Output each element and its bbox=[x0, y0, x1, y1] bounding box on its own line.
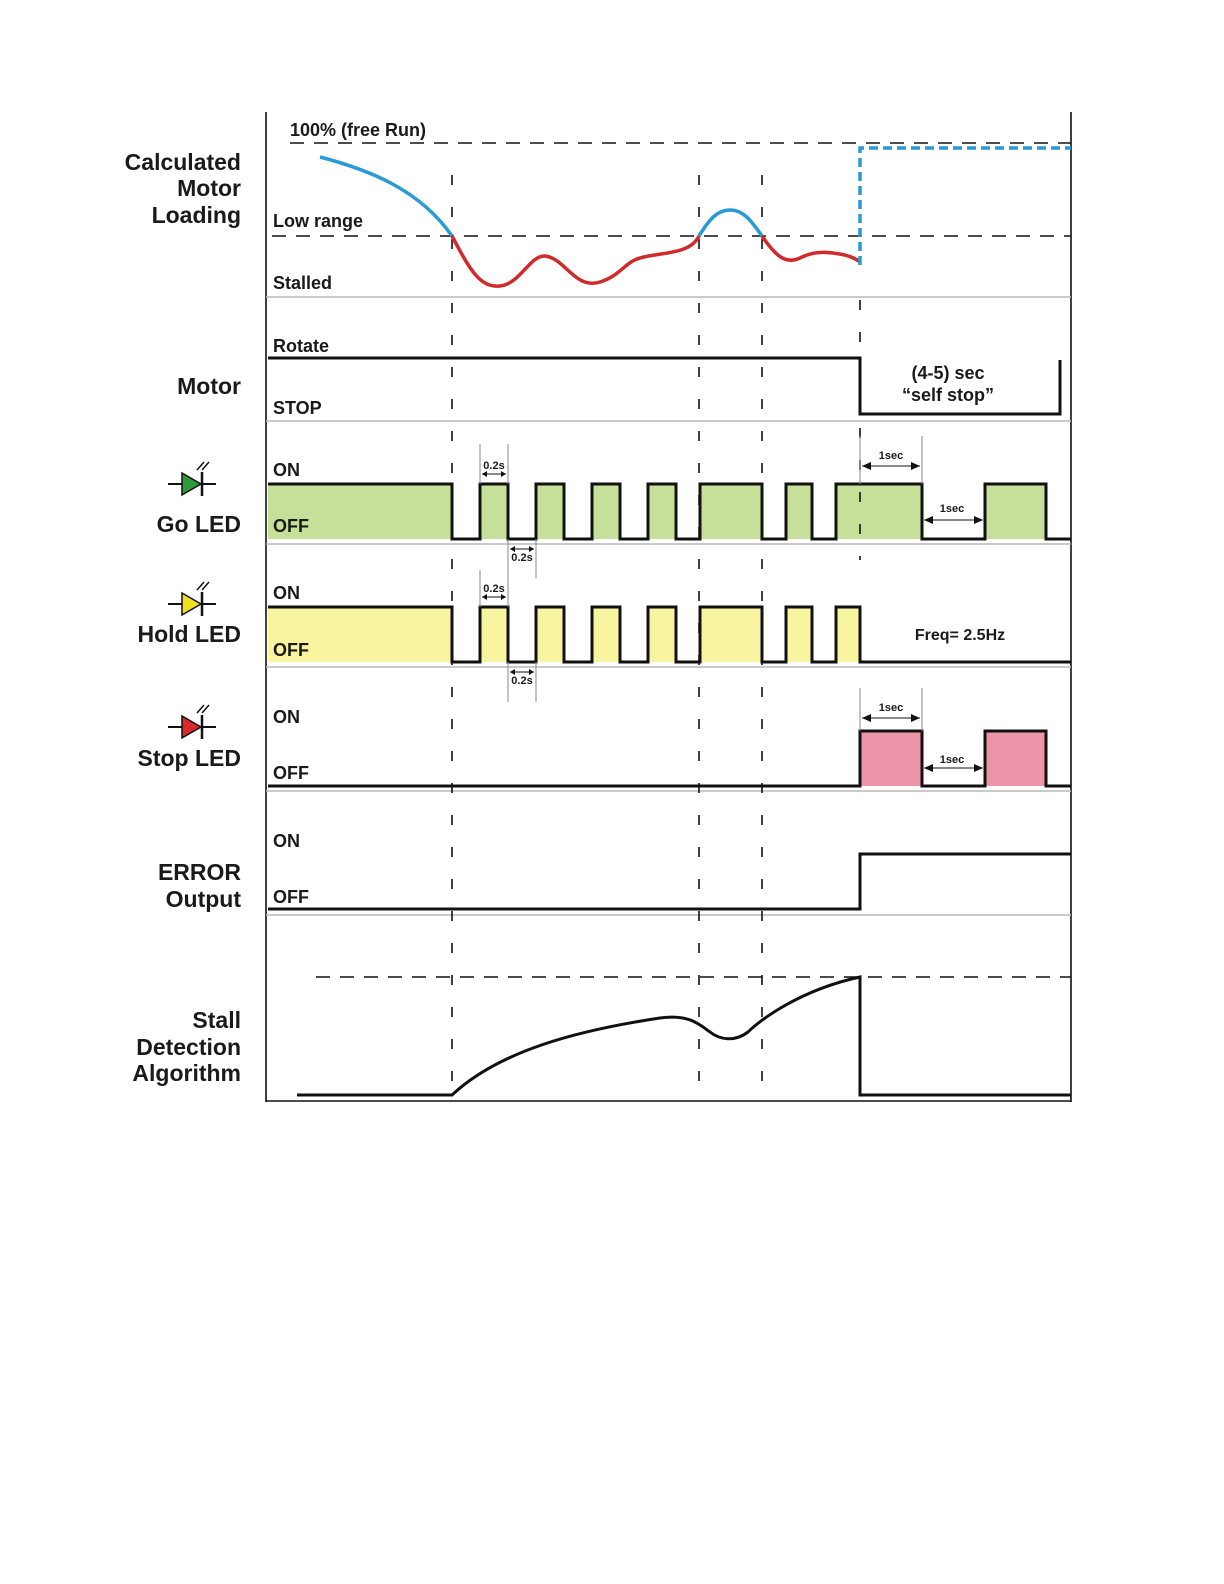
stop-one-sec-off-label: 1sec bbox=[939, 754, 965, 766]
go-one-sec-on-dim bbox=[860, 436, 922, 484]
icon-stroke bbox=[197, 462, 209, 470]
icon-shape bbox=[182, 473, 201, 495]
load-curve-low-2 bbox=[762, 236, 860, 262]
go-off-label: OFF bbox=[273, 516, 309, 536]
stop-one-sec-on-label: 1sec bbox=[878, 702, 904, 714]
load-curve-high-2 bbox=[699, 210, 762, 236]
hold-pulse-on-dim bbox=[480, 570, 508, 607]
self-stop-note: “self stop” bbox=[901, 385, 995, 405]
go-one-sec-on-label: 1sec bbox=[878, 450, 904, 462]
icon-stroke bbox=[197, 705, 209, 713]
full-load-label: 100% (free Run) bbox=[290, 120, 427, 140]
row-label-hold-led: Hold LED bbox=[137, 621, 241, 647]
rotate-label: Rotate bbox=[273, 336, 330, 356]
led-yellow-icon bbox=[168, 582, 216, 616]
row-label-loading-1: Calculated bbox=[124, 149, 241, 175]
stop-off-label: OFF bbox=[273, 763, 309, 783]
row-label-error-1: ERROR bbox=[157, 859, 241, 885]
icon-stroke bbox=[197, 582, 209, 590]
icon-shape bbox=[182, 593, 201, 615]
go-led-fill bbox=[268, 484, 1046, 539]
row-label-loading-3: Loading bbox=[151, 202, 241, 228]
load-after-stop bbox=[860, 148, 1071, 265]
error-on-label: ON bbox=[273, 831, 300, 851]
low-range-label: Low range bbox=[273, 211, 364, 231]
stop-on-label: ON bbox=[273, 707, 300, 727]
freq-label: Freq= 2.5Hz bbox=[914, 627, 1006, 644]
error-off-label: OFF bbox=[273, 887, 309, 907]
row-label-go-led: Go LED bbox=[156, 511, 241, 537]
error-output-signal bbox=[268, 854, 1071, 909]
hold-on-label: ON bbox=[273, 583, 300, 603]
load-curve-low-1 bbox=[452, 236, 699, 286]
row-label-error-2: Output bbox=[165, 886, 241, 912]
stop-level-label: STOP bbox=[273, 398, 322, 418]
go-pulse-on-dim bbox=[480, 444, 508, 484]
led-red-icon bbox=[168, 705, 216, 739]
go-pulse-off-dim bbox=[508, 539, 536, 578]
icon-shape bbox=[182, 716, 201, 738]
go-one-sec-off-dim bbox=[924, 503, 983, 524]
go-one-sec-off-label: 1sec bbox=[939, 503, 965, 515]
self-stop-time: (4-5) sec bbox=[911, 363, 985, 383]
row-label-stall-3: Algorithm bbox=[132, 1060, 241, 1086]
hold-off-label: OFF bbox=[273, 640, 309, 660]
hold-pulse-off-dim bbox=[508, 662, 536, 702]
stop-one-sec-off-dim bbox=[924, 754, 983, 772]
hold-pulse-off-label: 0.2s bbox=[511, 675, 533, 687]
row-label-stall-1: Stall bbox=[192, 1007, 241, 1033]
go-pulse-on-label: 0.2s bbox=[483, 460, 505, 472]
hold-pulse-on-label: 0.2s bbox=[483, 583, 505, 595]
row-label-stall-2: Detection bbox=[136, 1034, 241, 1060]
row-label-stop-led: Stop LED bbox=[137, 745, 241, 771]
go-on-label: ON bbox=[273, 460, 300, 480]
led-green-icon bbox=[168, 462, 216, 496]
go-pulse-off-label: 0.2s bbox=[511, 552, 533, 564]
row-label-loading-2: Motor bbox=[177, 175, 241, 201]
stall-algorithm-signal bbox=[297, 977, 1071, 1095]
stop-one-sec-on-dim bbox=[860, 688, 922, 731]
row-label-motor: Motor bbox=[177, 373, 241, 399]
stalled-label: Stalled bbox=[273, 273, 333, 293]
